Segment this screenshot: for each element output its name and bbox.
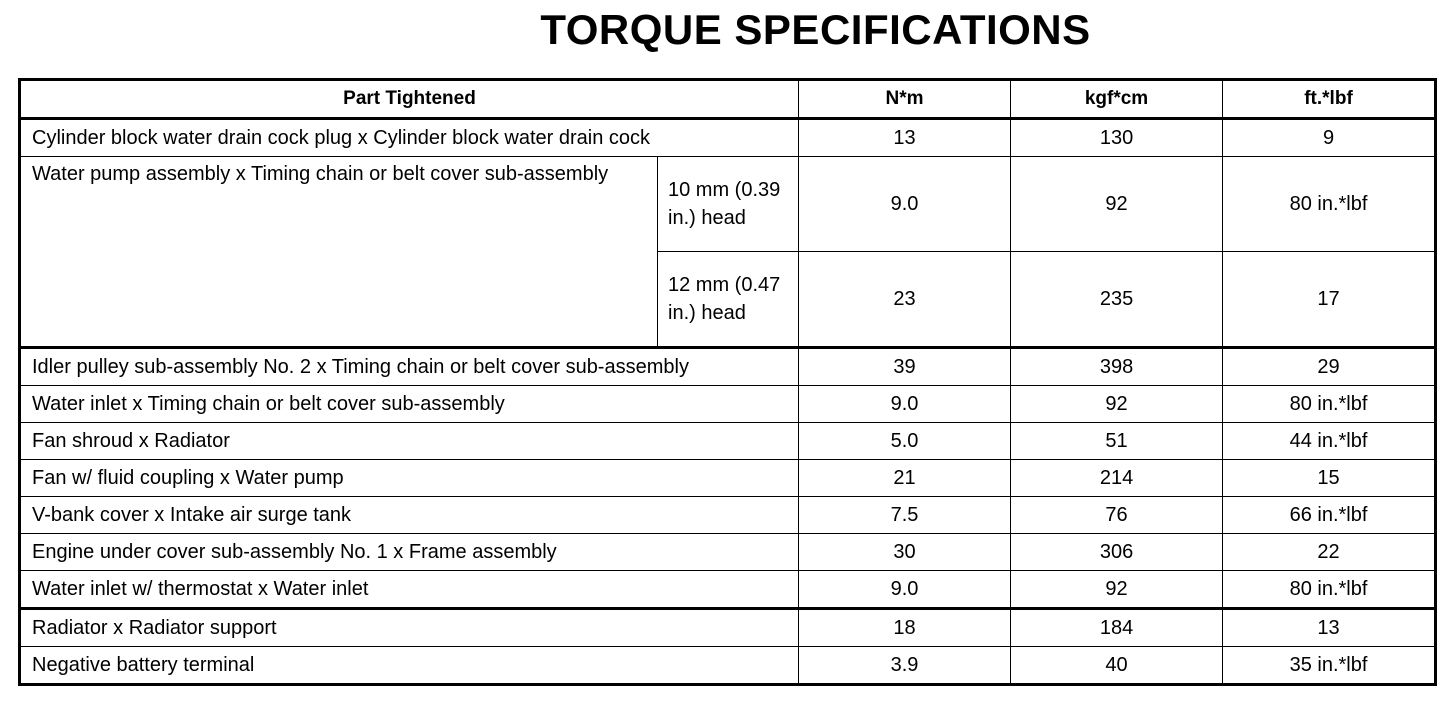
header-part-tightened: Part Tightened (20, 80, 799, 119)
kgfcm-cell: 184 (1011, 609, 1223, 647)
kgfcm-cell: 130 (1011, 119, 1223, 157)
part-cell: Negative battery terminal (20, 647, 799, 685)
kgfcm-cell: 398 (1011, 348, 1223, 386)
nm-cell: 5.0 (799, 423, 1011, 460)
part-cell: Water inlet x Timing chain or belt cover sub-assembly (20, 386, 799, 423)
ftlbf-cell: 15 (1223, 460, 1436, 497)
table-row (20, 423, 1436, 460)
table-row (20, 460, 1436, 497)
kgfcm-cell: 92 (1011, 157, 1223, 252)
nm-cell: 39 (799, 348, 1011, 386)
table-header-row (20, 80, 1436, 119)
part-cell: Water pump assembly x Timing chain or belt cover sub-assembly (20, 157, 658, 348)
table-row (20, 386, 1436, 423)
nm-cell: 9.0 (799, 386, 1011, 423)
nm-cell: 7.5 (799, 497, 1011, 534)
kgfcm-cell: 51 (1011, 423, 1223, 460)
ftlbf-cell: 80 in.*lbf (1223, 157, 1436, 252)
table-row (20, 647, 1436, 685)
kgfcm-cell: 92 (1011, 571, 1223, 609)
torque-spec-table (18, 78, 1437, 686)
part-cell: Fan w/ fluid coupling x Water pump (20, 460, 799, 497)
part-cell: Water inlet w/ thermostat x Water inlet (20, 571, 799, 609)
part-cell: Engine under cover sub-assembly No. 1 x Frame assembly (20, 534, 799, 571)
nm-cell: 23 (799, 252, 1011, 348)
ftlbf-cell: 44 in.*lbf (1223, 423, 1436, 460)
nm-cell: 9.0 (799, 157, 1011, 252)
bolt-size-cell: 12 mm (0.47 in.) head (658, 252, 799, 348)
ftlbf-cell: 66 in.*lbf (1223, 497, 1436, 534)
nm-cell: 13 (799, 119, 1011, 157)
header-ftlbf: ft.*lbf (1223, 80, 1436, 119)
nm-cell: 3.9 (799, 647, 1011, 685)
table-row (20, 609, 1436, 647)
part-cell: V-bank cover x Intake air surge tank (20, 497, 799, 534)
header-nm: N*m (799, 80, 1011, 119)
page-title: TORQUE SPECIFICATIONS (540, 6, 1091, 53)
ftlbf-cell: 17 (1223, 252, 1436, 348)
nm-cell: 9.0 (799, 571, 1011, 609)
kgfcm-cell: 40 (1011, 647, 1223, 685)
ftlbf-cell: 80 in.*lbf (1223, 386, 1436, 423)
ftlbf-cell: 9 (1223, 119, 1436, 157)
nm-cell: 21 (799, 460, 1011, 497)
table-row (20, 571, 1436, 609)
ftlbf-cell: 35 in.*lbf (1223, 647, 1436, 685)
ftlbf-cell: 22 (1223, 534, 1436, 571)
ftlbf-cell: 80 in.*lbf (1223, 571, 1436, 609)
header-kgfcm: kgf*cm (1011, 80, 1223, 119)
table-row (20, 157, 1436, 252)
kgfcm-cell: 214 (1011, 460, 1223, 497)
ftlbf-cell: 29 (1223, 348, 1436, 386)
nm-cell: 30 (799, 534, 1011, 571)
kgfcm-cell: 235 (1011, 252, 1223, 348)
part-cell: Radiator x Radiator support (20, 609, 799, 647)
part-cell: Cylinder block water drain cock plug x Cylinder block water drain cock (20, 119, 799, 157)
bolt-size-cell: 10 mm (0.39 in.) head (658, 157, 799, 252)
part-cell: Idler pulley sub-assembly No. 2 x Timing chain or belt cover sub-assembly (20, 348, 799, 386)
nm-cell: 18 (799, 609, 1011, 647)
ftlbf-cell: 13 (1223, 609, 1436, 647)
kgfcm-cell: 76 (1011, 497, 1223, 534)
kgfcm-cell: 92 (1011, 386, 1223, 423)
table-row (20, 534, 1436, 571)
table-row (20, 119, 1436, 157)
table-row (20, 497, 1436, 534)
kgfcm-cell: 306 (1011, 534, 1223, 571)
table-row (20, 348, 1436, 386)
part-cell: Fan shroud x Radiator (20, 423, 799, 460)
